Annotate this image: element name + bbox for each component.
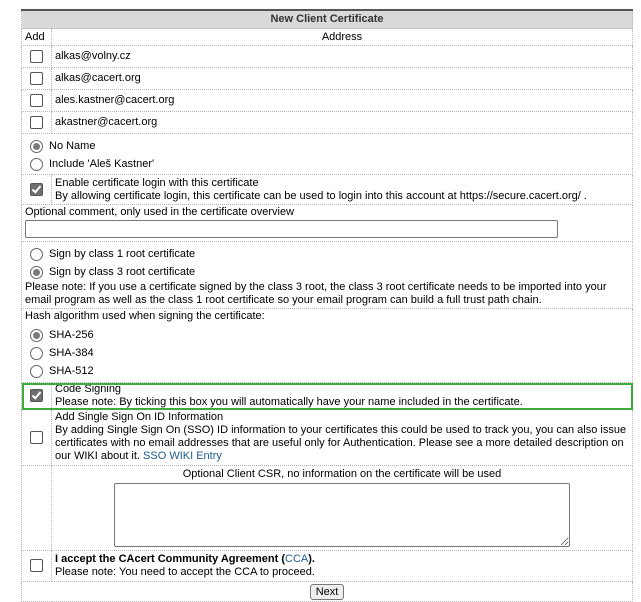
email-checkbox[interactable] (30, 94, 43, 107)
radio-button[interactable] (30, 365, 43, 378)
cert-login-label: Enable certificate login with this certificate (55, 176, 259, 189)
email-row (22, 68, 633, 90)
radio-label: Include 'Aleš Kastner' (49, 157, 155, 170)
radio-label: SHA-256 (49, 328, 94, 341)
email-address: akastner@cacert.org (52, 112, 633, 134)
cert-login-note: By allowing certificate login, this certificate can be used to login into this account at https://secure.cacert.org/ . (55, 189, 587, 202)
hash-label: Hash algorithm used when signing the certificate: (25, 310, 265, 322)
cca-label (55, 553, 629, 566)
cert-login-checkbox[interactable] (30, 183, 43, 196)
radio-label: Sign by class 1 root certificate (49, 247, 196, 260)
next-button[interactable]: Next (310, 584, 345, 600)
code-signing-row (22, 383, 633, 410)
form-title: New Client Certificate (22, 10, 633, 29)
code-signing-label: Code Signing (55, 383, 122, 395)
cca-label-end: ). (308, 553, 315, 565)
code-signing-note: Please note: By ticking this box you will automatically have your name included in the certificate. (55, 396, 523, 408)
new-client-certificate-form (21, 9, 633, 602)
radio-button[interactable] (30, 158, 43, 171)
radio-class3-root[interactable] (25, 263, 629, 281)
sso-checkbox[interactable] (30, 431, 43, 444)
csr-label: Optional Client CSR, no information on the certificate will be used (182, 468, 502, 480)
radio-button[interactable] (30, 266, 43, 279)
address-column-header: Address (52, 29, 633, 46)
root-note: Please note: If you use a certificate signed by the class 3 root, the class 3 root certificate needs to be imported into your email program as well as the class 1 root certificate so your email program can build a full trust path chain. (25, 281, 607, 306)
add-column-header: Add (22, 29, 52, 46)
sso-wiki-link[interactable]: SSO WIKI Entry (143, 450, 222, 462)
code-signing-checkbox[interactable] (30, 389, 43, 402)
comment-label: Optional comment, only used in the certificate overview (25, 206, 295, 218)
radio-label: SHA-384 (49, 346, 94, 359)
form-table (21, 9, 633, 602)
sso-note: By adding Single Sign On (SSO) ID information to your certificates this could be used to track you, you can also issue certificates with no email addresses that are useful only for Authentication. Please see a more detailed description on our WIKI about it. (55, 424, 627, 462)
name-options (22, 134, 633, 175)
email-row (22, 90, 633, 112)
radio-button[interactable] (30, 248, 43, 261)
radio-sha384[interactable] (25, 344, 629, 362)
sso-label: Add Single Sign On ID Information (55, 411, 224, 423)
radio-include-name[interactable] (22, 155, 632, 173)
email-address: alkas@cacert.org (52, 68, 633, 90)
cca-link[interactable]: CCA (285, 553, 309, 565)
cca-note: Please note: You need to accept the CCA to proceed. (55, 566, 315, 578)
email-address: alkas@volny.cz (52, 46, 633, 68)
radio-class1-root[interactable] (25, 245, 629, 263)
radio-sha256[interactable] (25, 326, 629, 344)
radio-no-name[interactable] (22, 137, 632, 155)
radio-label: SHA-512 (49, 364, 94, 377)
email-checkbox[interactable] (30, 50, 43, 63)
cca-checkbox[interactable] (30, 559, 43, 572)
comment-input[interactable] (25, 220, 558, 238)
email-row (22, 46, 633, 68)
csr-textarea[interactable] (114, 483, 570, 547)
email-checkbox[interactable] (30, 116, 43, 129)
radio-label: Sign by class 3 root certificate (49, 265, 196, 278)
radio-label: No Name (49, 139, 96, 152)
email-address: ales.kastner@cacert.org (52, 90, 633, 112)
email-checkbox[interactable] (30, 72, 43, 85)
radio-button[interactable] (30, 329, 43, 342)
radio-button[interactable] (30, 140, 43, 153)
cca-label-text: I accept the CAcert Community Agreement ( (55, 553, 286, 565)
radio-button[interactable] (30, 347, 43, 360)
email-row (22, 112, 633, 134)
radio-sha512[interactable] (25, 362, 629, 380)
